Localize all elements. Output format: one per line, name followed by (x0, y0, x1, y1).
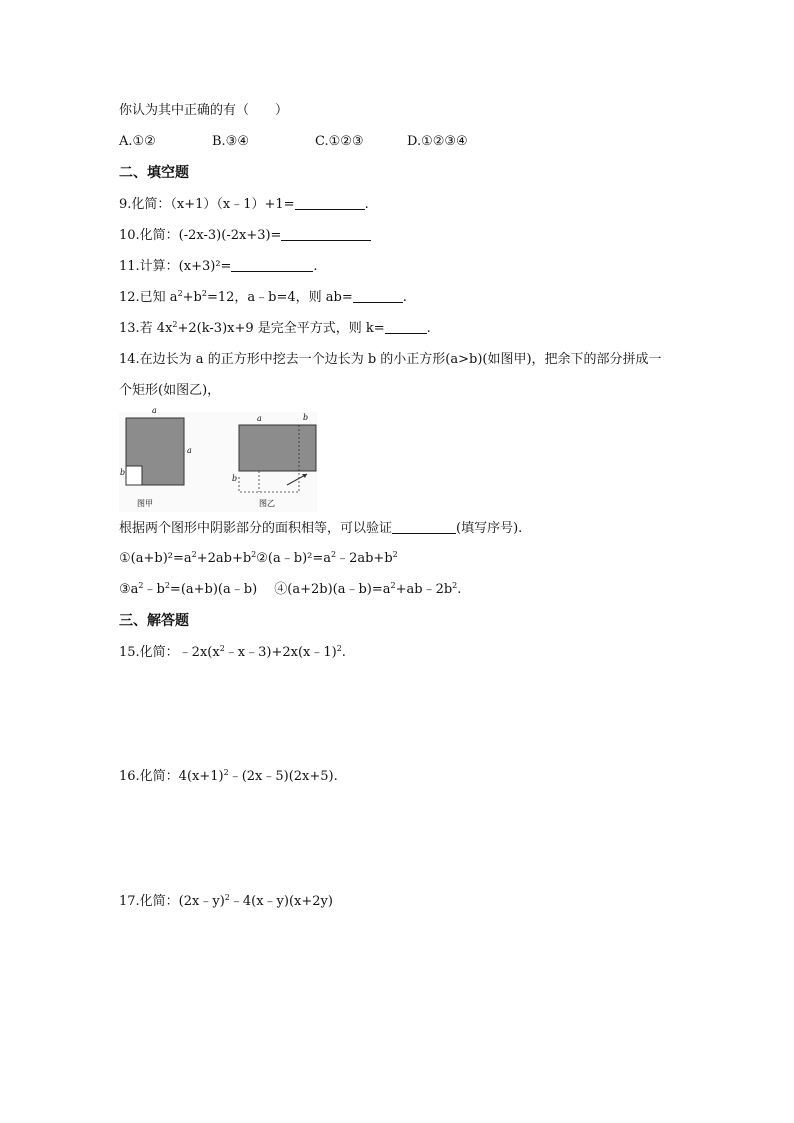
caption-jia: 图甲 (137, 499, 153, 508)
answer-blank[interactable] (281, 228, 371, 241)
small-square-b-shape (126, 466, 142, 485)
rectangle-shape (239, 425, 316, 471)
question-16: 16.化简：$4(x+1)^2﹣(2x﹣5)(2x+5)$. (119, 768, 338, 784)
answer-blank[interactable] (295, 197, 365, 210)
label-b-left: b (120, 468, 126, 477)
question-14-choices-2: $③a^2﹣b^2=(a+b)(a﹣b)$ $④(a+2b)(a﹣b)=a^2+ab﹣2b^2$. (119, 581, 462, 597)
question-8-stem: 你认为其中正确的有（ ） (119, 103, 289, 118)
question-14-prompt: 根据两个图形中阴影部分的面积相等，可以验证 (填写序号). (119, 521, 523, 536)
question-9: 9.化简：（x+1）（x﹣1）+1= . (119, 197, 369, 212)
question-10-text: 10.化简：(-2x-3)(-2x+3)= (119, 228, 282, 243)
label-a-right: a (187, 446, 192, 455)
square-rectangle-figure (119, 406, 317, 512)
section-heading-fill-in: 二、填空题 (119, 165, 189, 181)
option-c: C.①②③ (315, 134, 364, 149)
question-11-text: 11.计算：(x+3)²= (119, 259, 232, 274)
caption-yi: 图乙 (259, 499, 275, 508)
question-14-choices-1: $①(a+b)^2=a^2+2ab+b^2②(a﹣b)^2=a^2﹣2ab+b^2$ (119, 550, 398, 566)
label-a-top: a (152, 406, 157, 415)
section-heading-solve: 三、解答题 (119, 613, 189, 629)
label-a-rect: a (257, 414, 262, 423)
answer-blank[interactable] (353, 290, 403, 303)
question-12: 12.已知 $a^2+b^2=12$，a﹣b=4，则 ab= . (119, 289, 407, 305)
question-9-text: 9.化简：（x+1）（x﹣1）+1= (119, 197, 295, 212)
question-15: 15.化简：$﹣2x(x^2﹣x﹣3)+2x(x﹣1)^2$. (119, 644, 346, 660)
question-10 (119, 228, 371, 244)
question-14-line-1: 14.在边长为 a 的正方形中挖去一个边长为 b 的小正方形(a>b)(如图甲)，把余下的部分拼成一 (119, 352, 662, 367)
label-b-rect: b (303, 413, 309, 422)
question-8-options (119, 134, 468, 150)
figure-svg (119, 412, 317, 512)
question-14-line-2: 个矩形(如图乙)， (119, 383, 221, 398)
label-b-rect-left: b (232, 474, 238, 483)
option-d: D.①②③④ (407, 134, 468, 149)
question-13: 13.若 $4x^2+2(k-3)x+9$ 是完全平方式，则 k= . (119, 320, 431, 336)
option-b: B.③④ (212, 134, 249, 149)
answer-blank[interactable] (385, 321, 427, 334)
option-a: A.①② (119, 134, 156, 149)
answer-blank[interactable] (231, 259, 313, 272)
question-17: 17.化简：(2x﹣y)$^2$﹣4(x﹣y)(x+2y) (119, 893, 333, 909)
answer-blank[interactable] (392, 521, 456, 534)
question-11: 11.计算：(x+3)²= . (119, 259, 318, 274)
